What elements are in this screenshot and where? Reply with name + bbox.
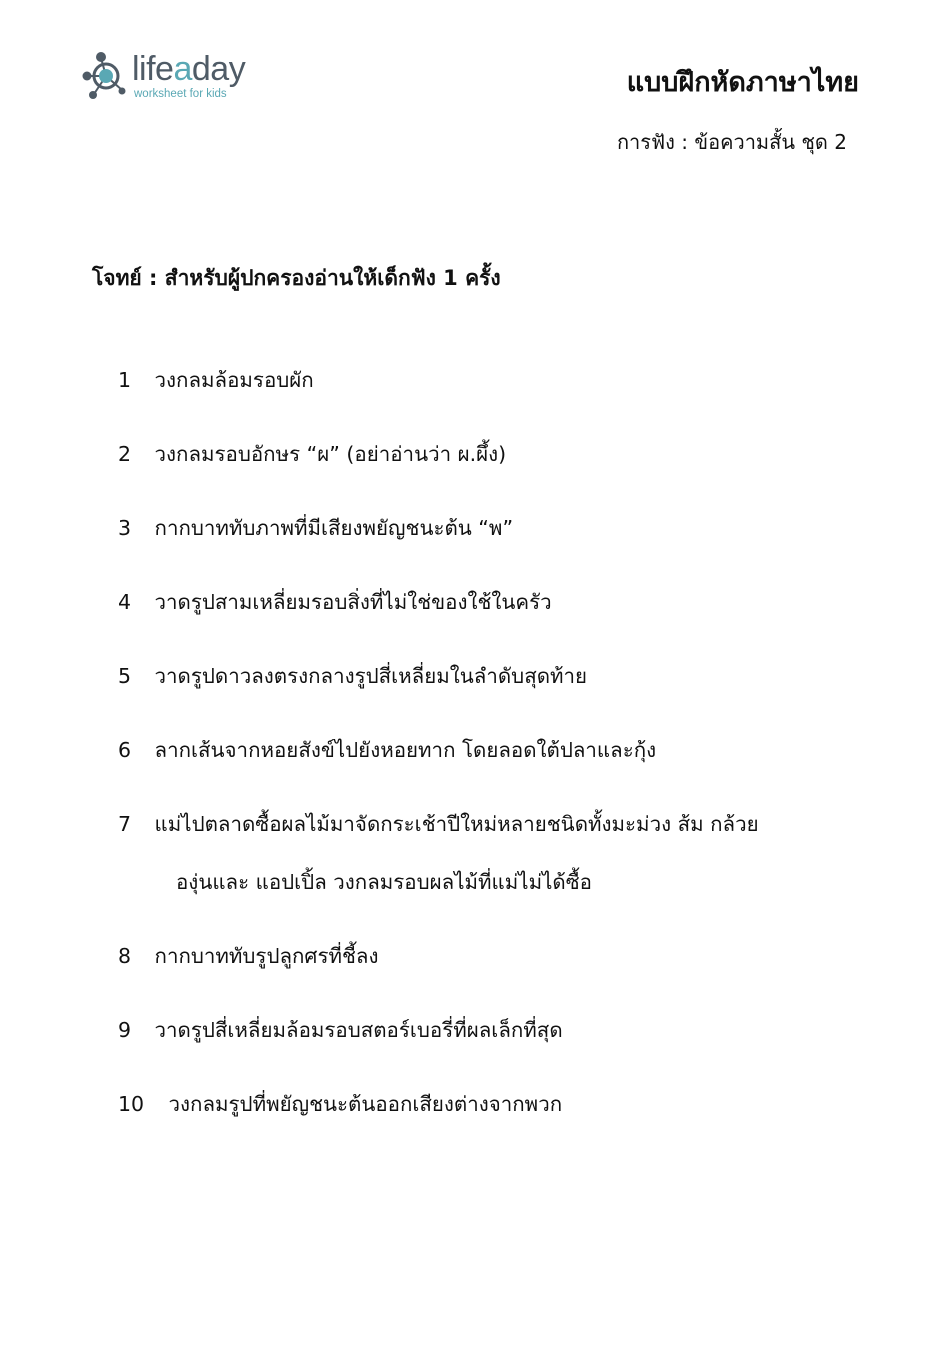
question-text: วาดรูปดาวลงตรงกลางรูปสี่เหลี่ยมในลำดับสุดท้าย xyxy=(154,664,588,688)
question-number: 6 xyxy=(118,738,132,762)
question-text: กากบาททับรูปลูกศรที่ชี้ลง xyxy=(154,944,379,968)
brand-suffix: day xyxy=(191,50,246,88)
molecule-icon xyxy=(82,50,132,106)
brand-name xyxy=(132,52,245,86)
question-text-continued: องุ่นและ แอปเปิ้ล วงกลมรอบผลไม้ที่แม่ไม่ได้ซื้อ xyxy=(176,870,592,894)
question-number: 1 xyxy=(118,368,132,392)
question-text: วงกลมรูปที่พยัญชนะต้นออกเสียงต่างจากพวก xyxy=(168,1092,563,1116)
question-item xyxy=(118,1012,878,1086)
question-text: แม่ไปตลาดซื้อผลไม้มาจัดกระเช้าปีใหม่หลายชนิดทั้งมะม่วง ส้ม กล้วย xyxy=(154,812,759,836)
question-item xyxy=(118,732,878,806)
question-item xyxy=(118,436,878,510)
question-text: วาดรูปสามเหลี่ยมรอบสิ่งที่ไม่ใช่ของใช้ในครัว xyxy=(154,590,552,614)
brand-prefix: life xyxy=(132,50,174,88)
question-text: กากบาททับภาพที่มีเสียงพยัญชนะต้น “พ” xyxy=(154,516,514,540)
instruction-text: โจทย์ : สำหรับผู้ปกครองอ่านให้เด็กฟัง 1 ครั้ง xyxy=(92,266,501,290)
question-text: วงกลมล้อมรอบผัก xyxy=(154,368,314,392)
question-item xyxy=(118,938,878,1012)
question-item xyxy=(118,806,878,938)
question-item xyxy=(118,584,878,658)
question-item xyxy=(118,510,878,584)
question-list xyxy=(118,362,878,1160)
question-text: วาดรูปสี่เหลี่ยมล้อมรอบสตอร์เบอรี่ที่ผลเล็กที่สุด xyxy=(154,1018,563,1042)
lifeaday-logo xyxy=(82,50,272,106)
question-number: 9 xyxy=(118,1018,132,1042)
question-number: 3 xyxy=(118,516,132,540)
brand-tagline: worksheet for kids xyxy=(134,88,227,100)
question-number: 7 xyxy=(118,812,132,836)
page-title: แบบฝึกหัดภาษาไทย xyxy=(626,67,859,98)
question-item xyxy=(118,658,878,732)
question-text: ลากเส้นจากหอยสังข์ไปยังหอยทาก โดยลอดใต้ปลาและกุ้ง xyxy=(154,738,657,762)
question-number: 5 xyxy=(118,664,132,688)
page-subtitle: การฟัง : ข้อความสั้น ชุด 2 xyxy=(616,130,847,154)
question-number: 8 xyxy=(118,944,132,968)
question-item xyxy=(118,1086,878,1160)
question-item xyxy=(118,362,878,436)
question-text: วงกลมรอบอักษร “ผ” (อย่าอ่านว่า ผ.ผึ้ง) xyxy=(154,442,507,466)
question-number: 4 xyxy=(118,590,132,614)
brand-accent: a xyxy=(173,50,192,88)
question-number: 10 xyxy=(118,1092,145,1116)
question-number: 2 xyxy=(118,442,132,466)
